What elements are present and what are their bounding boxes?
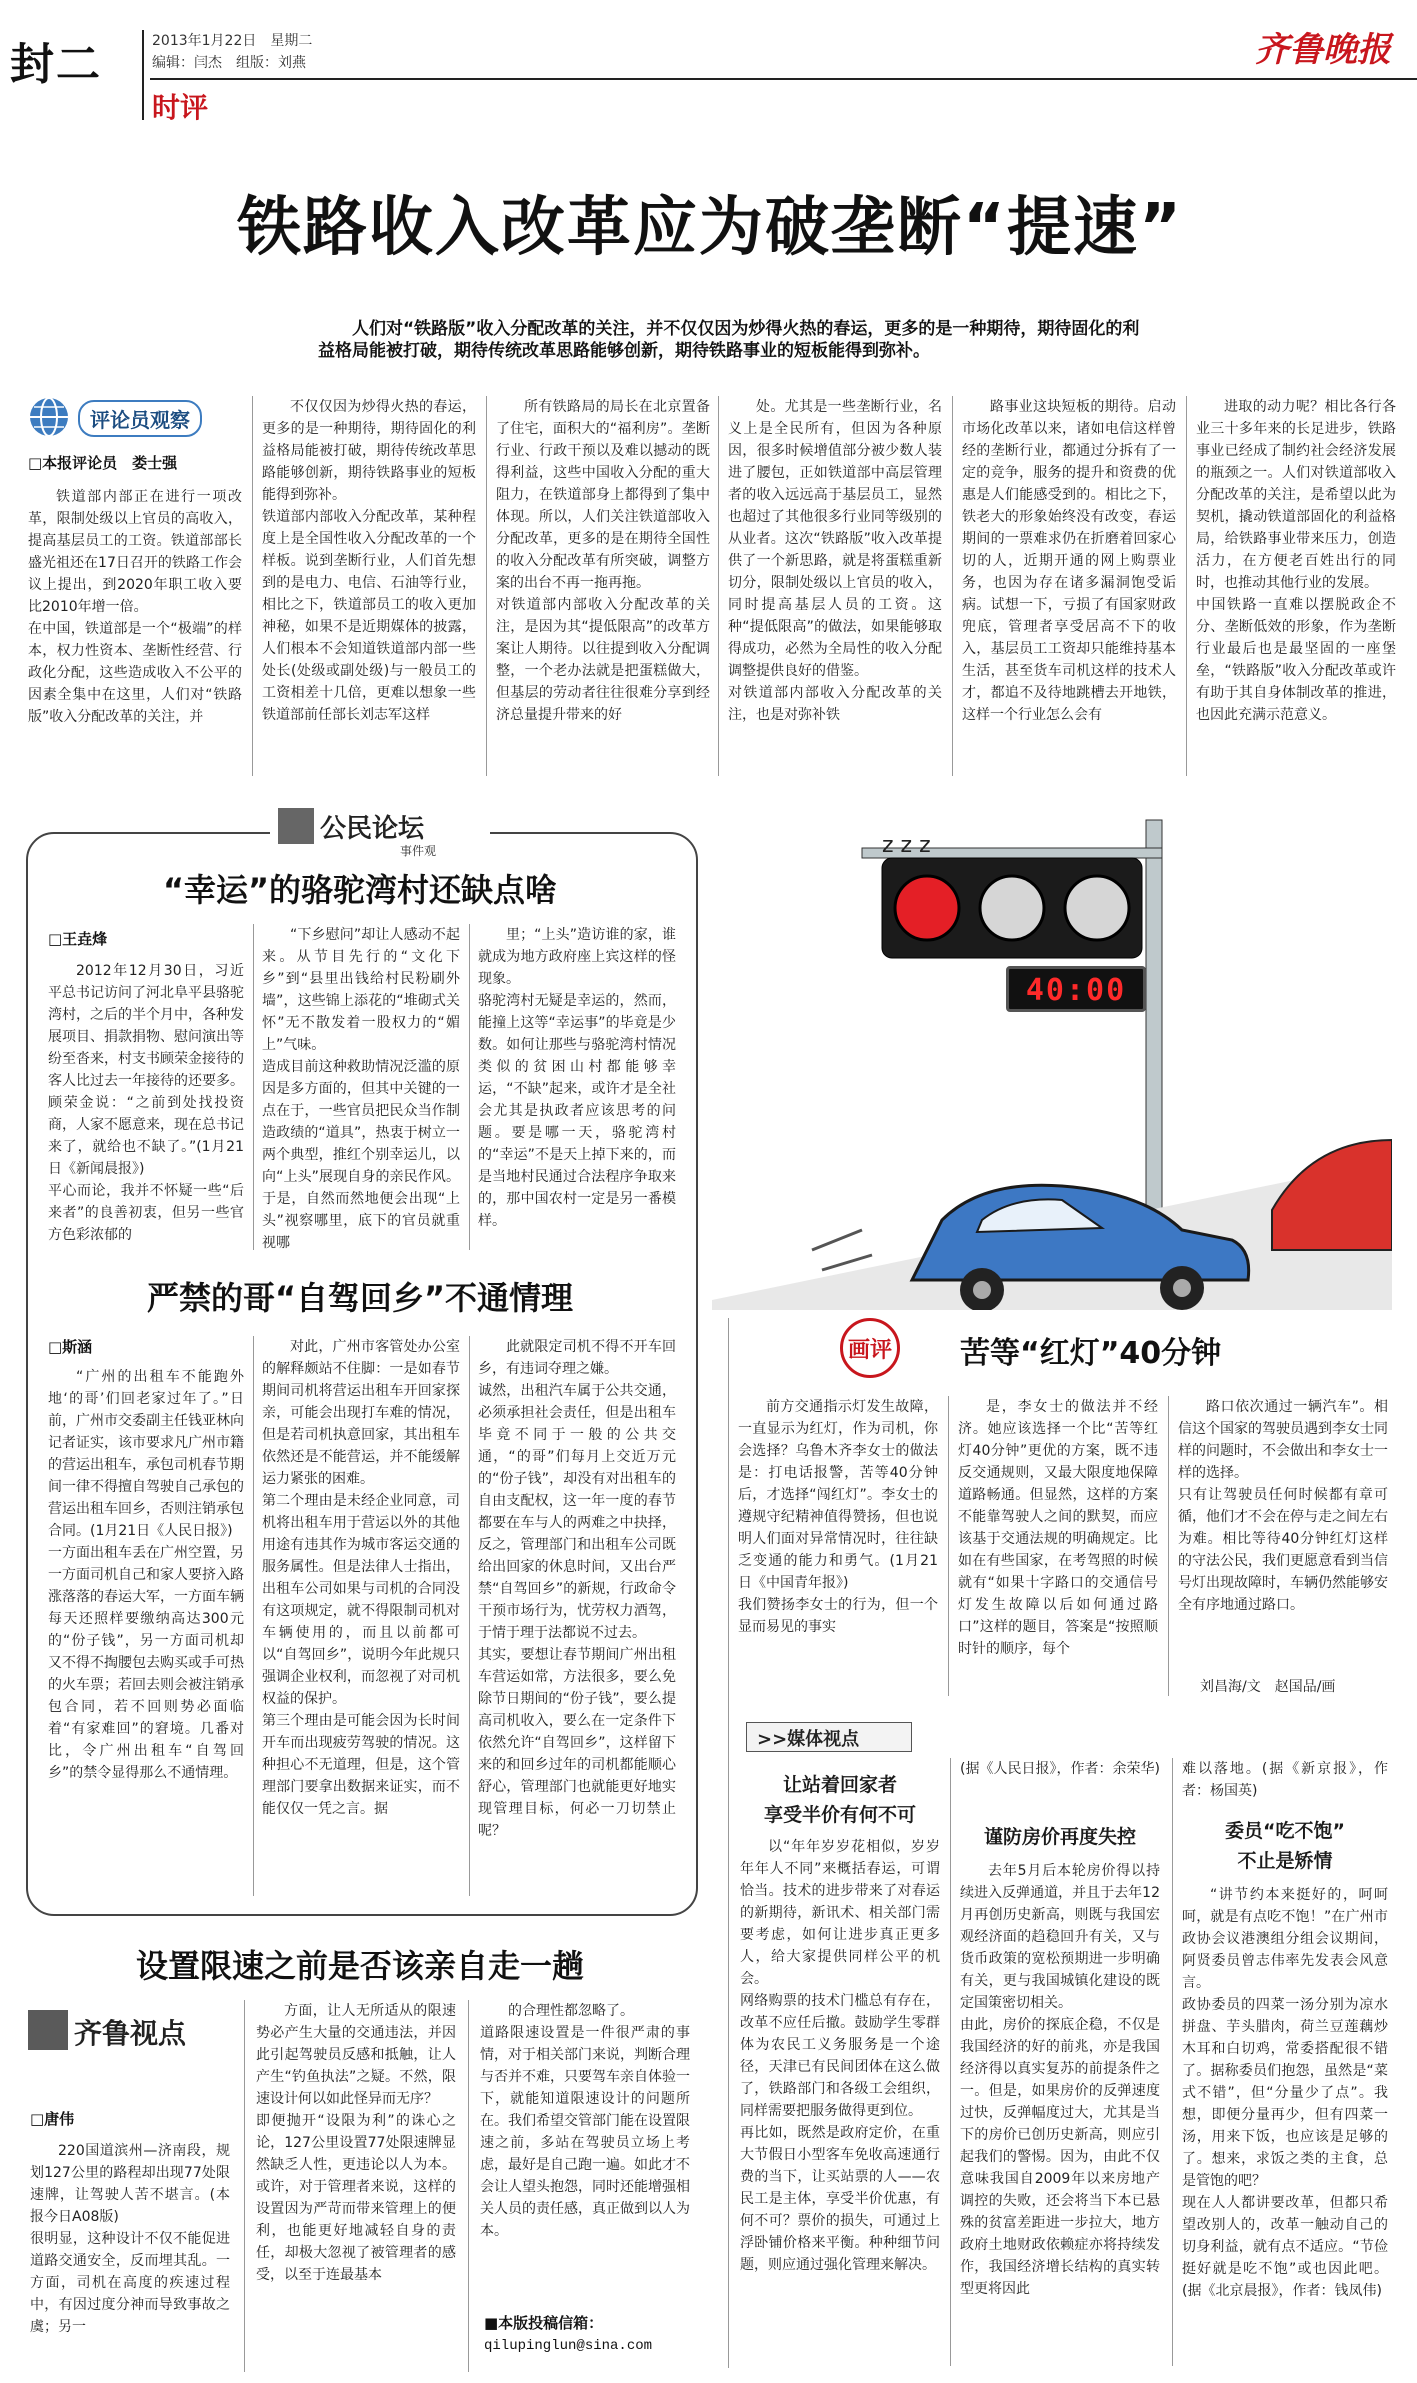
svg-text:z z z: z z z <box>882 833 931 858</box>
cartoon-col-1: 前方交通指示灯发生故障，一直显示为红灯，作为司机，你会选择？乌鲁木齐李女士的做法是：打电话报警，苦等40分钟后，才选择“闯红灯”。李女士的遵规守纪精神值得赞扬，但也说明人们面对异常情况时，往往缺乏变通的能力和勇气。(1月21日《中国青年报》) 我们赞扬李女士的行为，但一个显而易见的事实 <box>738 1399 938 1635</box>
media-1-text: 以“年年岁岁花相似，岁岁年年人不同”来概括春运，可谓恰当。技术的进步带来了对春运的新期待，新讯术、相关部门需要考虑，如何让进步真正更多人，给大家提供同样公平的机会。 网络购票的技术门槛总有存在，改革不应任后撤。鼓励学生零群体为农民工义务服务是一个途径，天津已有民间团体在这么做了，铁路部门和各级工会组织，同样需要把服务做得更到位。 再比如，既然是政府定价，在重大节假日小型客车免收高速通行费的当下，让买站票的人——农民工是主体，享受半价优惠，有何不可？票价的损失，可通过上浮卧铺价格来平衡。种种细节问题，则应通过强化管理来解决。 <box>740 1839 940 2273</box>
lead-col-6: 进取的动力呢？相比各行各业三十多年来的长足进步，铁路事业已经成了制约社会经济发展的瓶颈之一。人们对铁道部收入分配改革的关注，是希望以此为契机，撬动铁道部固化的利益格局，给铁路事业带来压力，创造活力，在方便老百姓出行的同时，也推动其他行业的发展。 中国铁路一直难以摆脱政企不分、垄断低效的形象，作为垄断行业最后也是最坚固的一座堡垒，“铁路版”收入分配改革或许有助于其自身体制改革的推进，也因此充满示范意义。 <box>1196 399 1396 723</box>
article-byline-luotuowan: □王垚烽 <box>48 930 108 948</box>
newspaper-logo: 齐鲁晚报 <box>1255 30 1391 70</box>
lead-col-2: 不仅仅因为炒得火热的春运，更多的是一种期待，期待固化的利益格局能被打破，期待传统改革思路能够创新，期待铁路事业的短板能得到弥补。 铁道部内部收入分配改革，某种程度上是全国性收入分配改革的一个样板。说到垄断行业，人们首先想到的是电力、电信、石油等行业，相比之下，铁道部员工的收入更加神秘，如果不是近期媒体的披露，人们根本不会知道铁道部内部一些处长(处级或副处级)与一般员工的工资相差十几倍，更难以想象一些铁道部前任部长刘志军这样 <box>262 399 476 723</box>
article-byline-speedlimit: □唐伟 <box>30 2110 75 2128</box>
media-2-tail: 难以落地。(据《新京报》，作者：杨国英) <box>1182 1761 1388 1799</box>
countdown-timer: 40:00 <box>1006 966 1146 1012</box>
media-2-text: 去年5月后本轮房价得以持续进入反弹通道，并且于去年12月再创历史新高，则既与我国宏观经济面的趋稳回升有关，又与货币政策的宽松预期进一步明确有关，更与我国城镇化建设的既定国策密切相关。 由此，房价的探底企稳，不仅是我国经济的好的前兆，亦是我国经济得以真实复苏的前提条件之一。但是，如果房价的反弹速度过快，反弹幅度过大，尤其是当下的房价已创历史新高，则应引起我们的警惕。因为，由此不仅意味我国自2009年以来房地产调控的失败，还会将当下本已悬殊的贫富差距进一步拉大，地方政府土地财政依赖症亦将持续发作，我国经济增长结构的真实转型更将因此 <box>960 1863 1160 2297</box>
category-label: 时评 <box>152 91 209 124</box>
media-3-title: 委员“吃不饱” <box>1225 1820 1345 1842</box>
media-1-source: (据《人民日报》，作者：余荣华) <box>960 1761 1160 1777</box>
media-3-text: “讲节约本来挺好的，呵呵呵，就是有点吃不饱！”在广州市政协会议港澳组分组会议期间，阿贤委员曾志伟率先发表会风意言。 政协委员的四菜一汤分别为凉水拼盘、芋头腊肉，荷兰豆莲藕炒木耳和白切鸡，常委搭配很不错了。据称委员们抱怨，虽然是“菜式不错”，但“分量少了点”。我想，即便分量再少，但有四菜一汤，用来下饭，也应该是足够的了。想来，求饭之类的主食，总是管饱的吧？ 现在人人都讲要改革，但都只希望改别人的，改革一触动自己的切身利益，就有点不适应。“节俭挺好就是吃不饱”或也因此吧。(据《北京晨报》，作者：钱凤伟) <box>1182 1887 1388 2299</box>
media-3-subtitle: 不止是矫情 <box>1237 1850 1333 1872</box>
lead-col-4: 处。尤其是一些垄断行业，名义上是全民所有，但因为各种原因，很多时候增值部分被少数人装进了腰包，正如铁道部中高层管理者的收入远远高于基层员工，显然也超过了其他很多行业同等级别的从业者。这次“铁路版”收入改革提供了一个新思路，就是将蛋糕重新切分，限制处级以上官员的收入，同时提高基层人员的工资。这种“提低限高”的做法，如果能够取得成功，必然为全局性的收入分配调整提供良好的借鉴。 对铁道部内部收入分配改革的关注，也是对弥补铁 <box>728 399 942 723</box>
lead-col-3: 所有铁路局的局长在北京置备了住宅，面积大的“福利房”。垄断行业、行政干预以及难以撼动的既得利益，这些中国收入分配的重大阻力，在铁道部身上都得到了集中体现。所以，人们关注铁道部收入分配改革，更多的是在期待全国性的收入分配改革有所突破，调整方案的出台不再一拖再拖。 对铁道部内部收入分配改革的关注，是因为其“提低限高”的改革方案让人期待。以往提到收入分配调整，一个老办法就是把蛋糕做大，但基层的劳动者往往很难分享到经济总量提升带来的好 <box>496 399 710 723</box>
lead-byline: □本报评论员 娄士强 <box>28 454 178 472</box>
luotuowan-col-1: 2012年12月30日，习近平总书记访问了河北阜平县骆驼湾村，之后的半个月中，各种发展项目、捐款捐物、慰问演出等纷至沓来，村支书顾荣金接待的客人比过去一年接待的还要多。顾荣金说：“之前到处找投资商，人家不愿意来，现在总书记来了，就给也不缺了。”(1月21日《新闻晨报》) 平心而论，我并不怀疑一些“后来者”的良善初衷，但另一些官方色彩浓郁的 <box>48 963 244 1243</box>
taxi-col-1: “广州的出租车不能跑外地‘的哥’们回老家过年了。”日前，广州市交委副主任钱亚林向记者证实，该市要求凡广州市籍的营运出租车，承包司机春节期间一律不得擅自驾驶自己承包的营运出租车回乡，否则注销承包合同。(1月21日《人民日报》) 一方面出租车丢在广州空置，另一方面司机自己和家人要挤入路涨落落的春运大军，一方面车辆每天还照样要缴纳高达300元的“份子钱”，另一方面司机却又不得不掏腰包去购买或手可热的火车票；若回去则会被注销承包合同，若不回则势必面临着“有家难回”的窘境。几番对比，令广州出租车“自驾回乡”的禁令显得那么不通情理。 <box>48 1369 244 1781</box>
globe-icon <box>28 396 70 438</box>
article-title-taxi: 严禁的哥“自驾回乡”不通情理 <box>146 1279 574 1317</box>
speedlimit-col-2: 方面，让人无所适从的限速势必产生大量的交通违法，并因此引起驾驶员反感和抵触，让人产生“钓鱼执法”之疑。不然，限速设计何以如此怪异而无序？ 即便抛开“设限为利”的诛心之论，127公里设置77处限速牌显然缺乏人性，更违论以人为本。或许，对于管理者来说，这样的设置因为严苛而带来管理上的便利，也能更好地减轻自身的责任，却极大忽视了被管理者的感受，以至于连最基本 <box>256 2003 456 2283</box>
speedlimit-col-3: 的合理性都忽略了。 道路限速设置是一件很严肃的事情，对于相关部门来说，判断合理与否并不难，只要驾车亲自体验一下，就能知道限速设计的问题所在。我们希望交管部门能在设置限速之前，多站在驾驶员立场上考虑，最好是自己跑一遍。如此才不会让人望头抱怨，同时还能增强相关人员的责任感，真正做到以人为本。 <box>480 2003 690 2239</box>
cartoon-credit: 刘昌海/文 赵国品/画 <box>1200 1679 1336 1695</box>
submission-email-label: ■本版投稿信箱： <box>484 2314 604 2332</box>
media-1-title: 让站着回家者 <box>782 1774 897 1796</box>
luotuowan-col-3: 里；“上头”造访谁的家，谁就成为地方政府座上宾这样的怪现象。 骆驼湾村无疑是幸运的，然而，能撞上这等“幸运事”的毕竟是少数。如何让那些与骆驼湾村情况类似的贫困山村都能够幸运，“不缺”起来，或许才是全社会尤其是执政者应该思考的问题。要是哪一天，骆驼湾村的“幸运”不是天上掉下来的，而是当地村民通过合法程序争取来的，那中国农村一定是另一番模样。 <box>478 927 676 1229</box>
luotuowan-col-2: “下乡慰问”却让人感动不起来。从节目先行的“文化下乡”到“县里出钱给村民粉刷外墙”，这些锦上添花的“堆砌式关怀”无不散发着一股权力的“媚上”气味。 造成目前这种救助情况泛滥的原因是多方面的，但其中关键的一点在于，一些官员把民众当作制造政绩的“道具”，热衷于树立一两个典型，推红个别幸运儿，以向“上头”展现自身的亲民作风。于是，自然而然地便会出现“上头”视察哪里，底下的官员就重视哪 <box>262 927 460 1250</box>
media-1-subtitle: 享受半价有何不可 <box>763 1804 916 1826</box>
lead-title: 铁路收入改革应为破垄断“提速” <box>236 191 1184 265</box>
media-tag: >>媒体视点 <box>746 1722 912 1752</box>
speedlimit-col-1: 220国道滨州—济南段，规划127公里的路程却出现77处限速牌，让驾驶人苦不堪言。(本报今日A08版) 很明显，这种设计不仅不能促进道路交通安全，反而埋其乱。一方面，司机在高度的疾速过程中，有因过度分神而导致事故之虞；另一 <box>30 2143 230 2335</box>
lead-col-1: 铁道部内部正在进行一项改革，限制处级以上官员的高收入，提高基层员工的工资。铁道部部长盛光祖还在17日召开的铁路工作会议上提出，到2020年职工收入要比2010年增一倍。 在中国，铁道部是一个“极端”的样本，权力性资本、垄断性经营、行政化分配，这些造成收入不公平的因素全集中在这里，人们对“铁路版”收入分配改革的关注，并 <box>28 489 242 725</box>
lead-col-5: 路事业这块短板的期待。启动市场化改革以来，诸如电信这样曾经的垄断行业，都通过分拆有了一定的竞争，服务的提升和资费的优惠是人们能感受到的。相比之下，铁老大的形象始终没有改变，春运期间的一票难求仍在折磨着回家心切的人，近期开通的网上购票业务，也因为存在诸多漏洞饱受诟病。试想一下，亏损了有国家财政兜底，管理者享受居高不下的收入，基层员工工资却只能维持基本生活，甚至货车司机这样的技术人才，都追不及待地跳槽去开地铁，这样一个行业怎么会有 <box>962 399 1176 723</box>
submission-email[interactable]: qilupinglun@sina.com <box>484 2338 653 2354</box>
cartoon-title: 苦等“红灯”40分钟 <box>960 1336 1222 1371</box>
media-2-title: 谨防房价再度失控 <box>983 1826 1136 1848</box>
issue-date: 2013年1月22日 星期二 <box>152 33 313 49</box>
column-tag-commentary: 评论员观察 <box>28 392 248 440</box>
road-scene <box>712 1100 1392 1310</box>
taxi-col-3: 此就限定司机不得不开车回乡，有违词夺理之嫌。 诚然，出租汽车属于公共交通，必须承担社会责任，但是出租车毕竟不同于一般的公共交通，“的哥”们每月上交近万元的“份子钱”，却没有对出租车的自由支配权，这一年一度的春节都要在车与人的两难之中抉择，反之，管理部门和出租车公司既给出回家的休息时间，又出台严禁“自驾回乡”的新规，行政命令干预市场行为，忧劳权力酒驾，于情于理于法都说不过去。 其实，要想让春节期间广州出租车营运如常，方法很多，要么免除节日期间的“份子钱”，要么提高司机收入，要么在一定条件下依然允许“自驾回乡”，这样留下来的和回乡过年的司机都能顺心舒心，管理部门也就能更好地实现管理目标，何必一刀切禁止呢？ <box>478 1339 676 1839</box>
article-title-speedlimit: 设置限速之前是否该亲自走一趟 <box>135 1947 584 1985</box>
cartoon-col-3: 路口依次通过一辆汽车”。相信这个国家的驾驶员遇到李女士同样的问题时，不会做出和李女士一样的选择。 只有让驾驶员任何时候都有章可循，他们才不会在停与走之间左右为难。相比等待40分钟红灯这样的守法公民，我们更愿意看到当信号灯出现故障时，车辆仍然能够安全有序地通过路口。 <box>1178 1399 1388 1613</box>
cartoon-col-2: 是，李女士的做法并不经济。她应该选择一个比“苦等红灯40分钟”更优的方案，既不违反交通规则，又最大限度地保障道路畅通。但显然，这样的方案不能靠驾驶人之间的默契，而应该基于交通法规的明确规定。比如在有些国家，在考驾照的时候就有“如果十字路口的交通信号灯发生故障以后如何通过路口”这样的题目，答案是“按照顺时针的顺序，每个 <box>958 1399 1158 1657</box>
lead-deck: 人们对“铁路版”收入分配改革的关注，并不仅仅因为炒得火热的春运，更多的是一种期待，期待固化的利益格局能被打破，期待传统改革思路能够创新，期待铁路事业的短板能得到弥补。 <box>318 319 1140 361</box>
article-byline-taxi: □斯涵 <box>48 1338 93 1356</box>
zone-icon <box>28 2010 68 2050</box>
header <box>0 0 1417 124</box>
zone-tag: 齐鲁视点 <box>28 2004 238 2060</box>
taxi-col-2: 对此，广州市客管处办公室的解释颇站不住脚：一是如春节期间司机将营运出租车开回家探亲，可能会出现打车难的情况，但是若司机执意回家，其出租车依然还是不能营运，并不能缓解运力紧张的困难。 第二个理由是未经企业同意，司机将出租车用于营运以外的其他用途有违其作为城市客运交通的服务属性。但是法律人士指出，出租车公司如果与司机的合同没有这项规定，就不得限制司机对车辆使用的，而且以前都可以“自驾回乡”，说明今年此规只强调企业权利，而忽视了对司机权益的保护。 第三个理由是可能会因为长时间开车而出现疲劳驾驶的情况。这种担心不无道理，但是，这个管理部门要拿出数据来证实，而不能仅仅一凭之言。据 <box>262 1339 460 1817</box>
article-title-luotuowan: “幸运”的骆驼湾村还缺点啥 <box>162 871 558 909</box>
section-name: 封二 <box>10 39 102 90</box>
forum-icon <box>278 808 314 844</box>
cartoon-tag: 画评 <box>840 1318 900 1378</box>
forum-tag: 公民论坛 事件观 <box>270 800 490 860</box>
editor-line: 编辑：闫杰 组版：刘燕 <box>152 55 306 71</box>
